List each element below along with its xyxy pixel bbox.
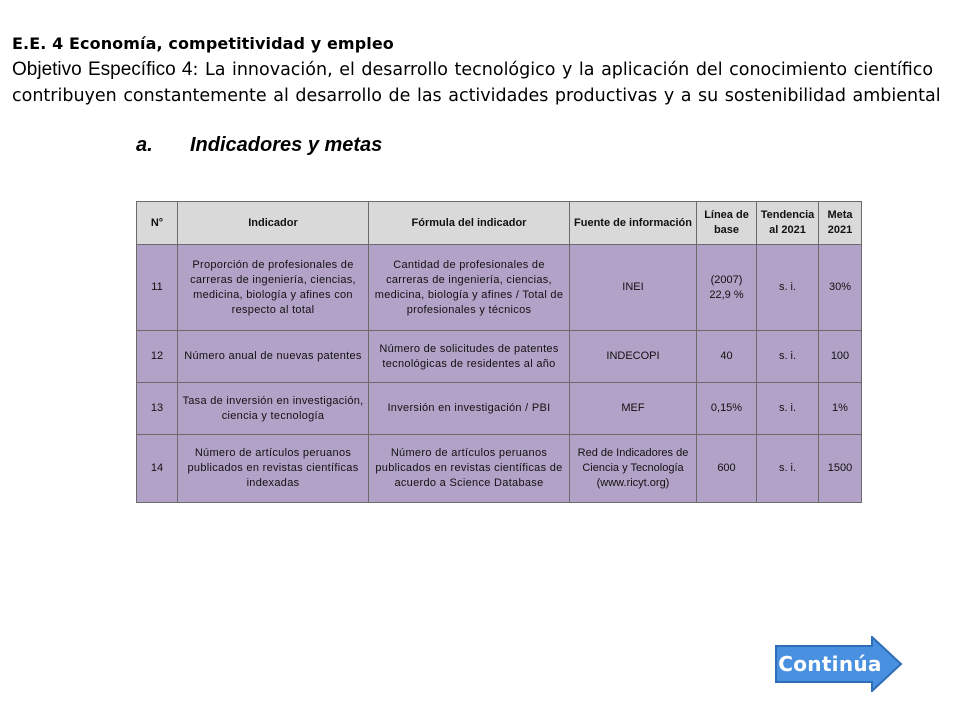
cell-fuente: INEI <box>570 245 697 331</box>
col-header-tendencia: Tendencia al 2021 <box>757 202 819 245</box>
cell-linea-base: 600 <box>697 435 757 503</box>
col-header-linea-base: Línea de base <box>697 202 757 245</box>
col-header-formula: Fórmula del indicador <box>369 202 570 245</box>
cell-fuente: Red de Indicadores de Ciencia y Tecnología (www.ricyt.org) <box>570 435 697 503</box>
cell-n: 12 <box>137 331 178 383</box>
cell-tendencia: s. i. <box>757 383 819 435</box>
cell-fuente: MEF <box>570 383 697 435</box>
section-number: a. <box>136 134 153 156</box>
col-header-n: N° <box>137 202 178 245</box>
cell-tendencia: s. i. <box>757 331 819 383</box>
ee-title: E.E. 4 Economía, competitividad y empleo <box>12 34 394 53</box>
objective-text: : La innovación, el desarrollo tecnológico y la aplicación del conocimiento científico contribuyen constantemente al desarrollo de las actividades productivas y a su sostenibilidad ambiental <box>12 60 941 106</box>
objective-paragraph <box>12 57 948 109</box>
continue-button[interactable] <box>774 636 904 692</box>
table-row <box>137 331 862 383</box>
cell-meta: 30% <box>819 245 862 331</box>
cell-linea-base: 40 <box>697 331 757 383</box>
cell-tendencia: s. i. <box>757 435 819 503</box>
cell-meta: 1% <box>819 383 862 435</box>
cell-formula: Inversión en investigación / PBI <box>369 383 570 435</box>
cell-tendencia: s. i. <box>757 245 819 331</box>
section-heading <box>136 134 382 157</box>
slide-header <box>12 34 948 109</box>
cell-indicador: Proporción de profesionales de carreras de ingeniería, ciencias, medicina, biología y afines con respecto al total <box>178 245 369 331</box>
cell-linea-base: (2007) 22,9 % <box>697 245 757 331</box>
cell-indicador: Número anual de nuevas patentes <box>178 331 369 383</box>
table-header-row <box>137 202 862 245</box>
section-title: Indicadores y metas <box>190 134 383 156</box>
objective-lead: Objetivo Específico 4 <box>12 59 193 80</box>
table-row <box>137 383 862 435</box>
table-row <box>137 435 862 503</box>
col-header-indicador: Indicador <box>178 202 369 245</box>
cell-meta: 100 <box>819 331 862 383</box>
cell-n: 13 <box>137 383 178 435</box>
cell-formula: Número de solicitudes de patentes tecnológicas de residentes al año <box>369 331 570 383</box>
cell-fuente: INDECOPI <box>570 331 697 383</box>
continue-label: Continúa <box>778 652 882 676</box>
cell-meta: 1500 <box>819 435 862 503</box>
cell-n: 14 <box>137 435 178 503</box>
col-header-meta: Meta 2021 <box>819 202 862 245</box>
cell-indicador: Número de artículos peruanos publicados en revistas científicas indexadas <box>178 435 369 503</box>
cell-n: 11 <box>137 245 178 331</box>
cell-formula: Número de artículos peruanos publicados en revistas científicas de acuerdo a Science Database <box>369 435 570 503</box>
col-header-fuente: Fuente de información <box>570 202 697 245</box>
cell-linea-base: 0,15% <box>697 383 757 435</box>
cell-indicador: Tasa de inversión en investigación, ciencia y tecnología <box>178 383 369 435</box>
cell-formula: Cantidad de profesionales de carreras de ingeniería, ciencias, medicina, biología y afines / Total de profesionales y técnicos <box>369 245 570 331</box>
table-row <box>137 245 862 331</box>
indicators-table <box>136 201 862 503</box>
